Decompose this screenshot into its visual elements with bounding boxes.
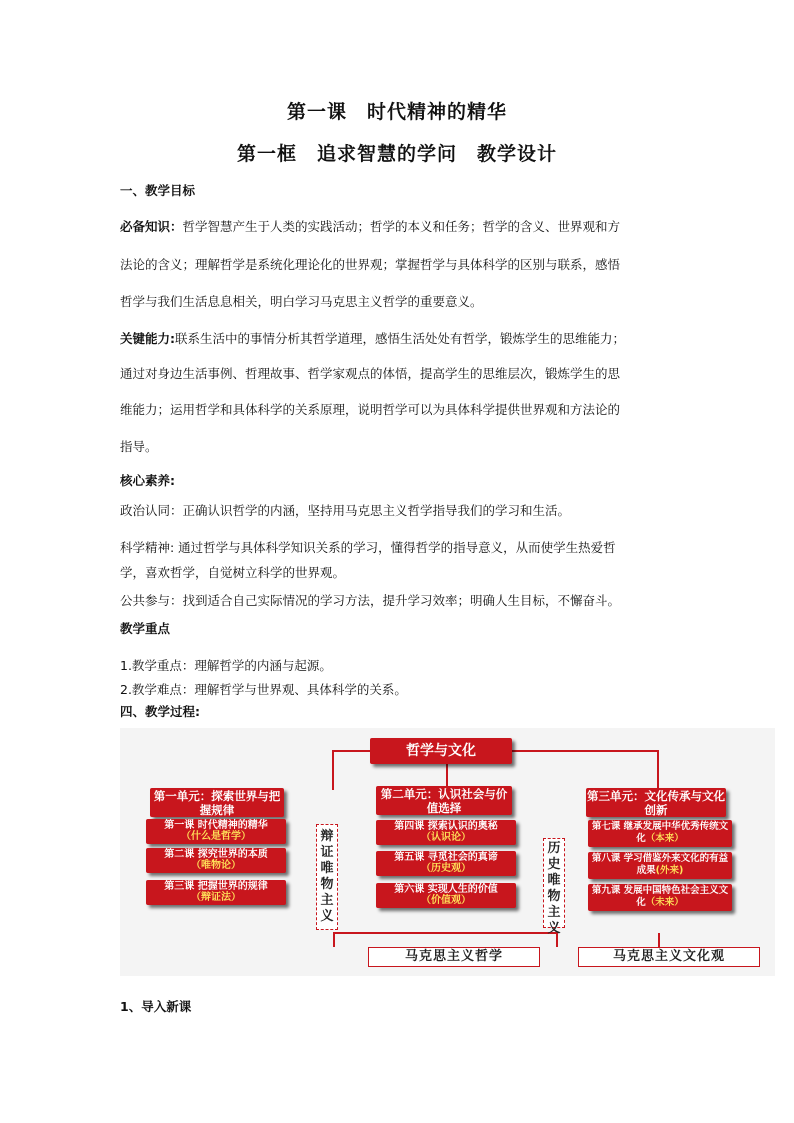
top-box: 哲学与文化 <box>370 738 512 764</box>
lesson3-sub: （辩证法） <box>191 892 241 903</box>
lesson3-text: 第三课 把握世界的规律 <box>164 881 268 892</box>
lesson8-text: 第八课 学习借鉴外来文化的有益成果 <box>591 853 729 876</box>
lesson2-box <box>146 848 286 873</box>
guocheng-heading: 四、教学过程: <box>120 704 200 719</box>
lesson4-text: 第四课 探索认识的奥秘 <box>394 821 498 832</box>
guanjian-line2: 通过对身边生活事例、哲理故事、哲学家观点的体悟，提高学生的思维层次，锻炼学生的思 <box>120 366 621 381</box>
lesson4-sub: （认识论） <box>421 832 471 843</box>
guanjian-text1: 联系生活中的事情分析其哲学道理，感悟生活处处有哲学，锻炼学生的思维能力； <box>175 331 626 346</box>
lesson7-sub: （本来） <box>645 833 684 844</box>
course-structure-diagram <box>120 728 775 976</box>
unit3-box: 第三单元：文化传承与文化创新 <box>587 789 725 817</box>
guanjian-line1 <box>120 331 680 347</box>
marxist-culture-box: 马克思主义文化观 <box>578 947 760 967</box>
daoru-heading: 1、导入新课 <box>120 999 192 1014</box>
bibei-line3: 哲学与我们生活息息相关，明白学习马克思主义哲学的重要意义。 <box>120 294 483 309</box>
lesson5-box <box>376 851 516 876</box>
frame-title: 第一框 追求智慧的学问 教学设计 <box>236 143 557 165</box>
lesson3-box <box>146 880 286 905</box>
lesson1-sub: （什么是哲学） <box>181 831 251 842</box>
guanjian-label: 关键能力: <box>120 331 175 346</box>
lesson6-box <box>376 883 516 908</box>
guanjian-line4: 指导。 <box>120 439 158 454</box>
lesson4-box <box>376 820 516 845</box>
lesson8-sub: (外来) <box>655 865 684 876</box>
bibei-text1: 哲学智慧产生于人类的实践活动；哲学的本义和任务；哲学的含义、世界观和方 <box>182 219 621 234</box>
lesson6-sub: （价值观） <box>421 895 471 906</box>
lesson9-text: 第九课 发展中国特色社会主义文化 <box>591 885 729 908</box>
zhongdian-heading: 教学重点 <box>120 621 171 636</box>
lesson1-box <box>146 819 286 844</box>
section-heading-objectives: 一、教学目标 <box>120 183 196 198</box>
connector-right <box>657 750 659 790</box>
bibei-line2: 法论的含义；理解哲学是系统化理论化的世界观；掌握哲学与具体科学的区别与联系，感悟 <box>120 257 621 272</box>
lesson6-text: 第六课 实现人生的价值 <box>394 884 498 895</box>
lesson7-text: 第七课 继承发展中华优秀传统文化 <box>591 821 729 844</box>
v2-label: 历史唯物主义 <box>543 838 565 928</box>
guanjian-line3: 维能力；运用哲学和具体科学的关系原理，说明哲学可以为具体科学提供世界观和方法论的 <box>120 402 621 417</box>
bibei-line1 <box>120 219 680 235</box>
hexin-label: 核心素养: <box>120 473 175 488</box>
lesson5-text: 第五课 寻觅社会的真谛 <box>394 852 498 863</box>
lesson5-sub: （历史观） <box>421 863 471 874</box>
lesson7-box <box>588 820 732 847</box>
lesson9-box <box>588 884 732 911</box>
zhengzhi-text: 政治认同：正确认识哲学的内涵，坚持用马克思主义哲学指导我们的学习和生活。 <box>120 503 571 518</box>
marxist-philosophy-box: 马克思主义哲学 <box>368 947 540 967</box>
bibei-label: 必备知识： <box>120 219 183 234</box>
lesson2-text: 第二课 探究世界的本质 <box>164 849 268 860</box>
connector-br2 <box>658 933 660 947</box>
unit2-box: 第二单元：认识社会与价值选择 <box>376 786 512 815</box>
kexue-line1: 科学精神: 通过哲学与具体科学知识关系的学习，懂得哲学的指导意义，从而使学生热爱哲 <box>120 540 616 555</box>
connector-bottom <box>333 932 558 934</box>
zhongdian-1: 1.教学重点：理解哲学的内涵与起源。 <box>120 658 332 673</box>
lesson2-sub: （唯物论） <box>191 860 241 871</box>
kexue-line2: 学，喜欢哲学，自觉树立科学的世界观。 <box>120 565 346 580</box>
gonggong-text: 公共参与：找到适合自己实际情况的学习方法，提升学习效率；明确人生目标，不懈奋斗。 <box>120 593 621 608</box>
lesson8-box <box>588 852 732 879</box>
zhongdian-2: 2.教学难点：理解哲学与世界观、具体科学的关系。 <box>120 682 407 697</box>
v1-label: 辩证唯物主义 <box>316 824 338 930</box>
lesson1-text: 第一课 时代精神的精华 <box>164 820 268 831</box>
lesson9-sub: （未来） <box>645 897 684 908</box>
unit1-box: 第一单元：探索世界与把握规律 <box>150 788 284 817</box>
connector-left <box>332 750 334 790</box>
connector-bl <box>333 932 335 947</box>
lesson-title: 第一课 时代精神的精华 <box>286 101 507 123</box>
